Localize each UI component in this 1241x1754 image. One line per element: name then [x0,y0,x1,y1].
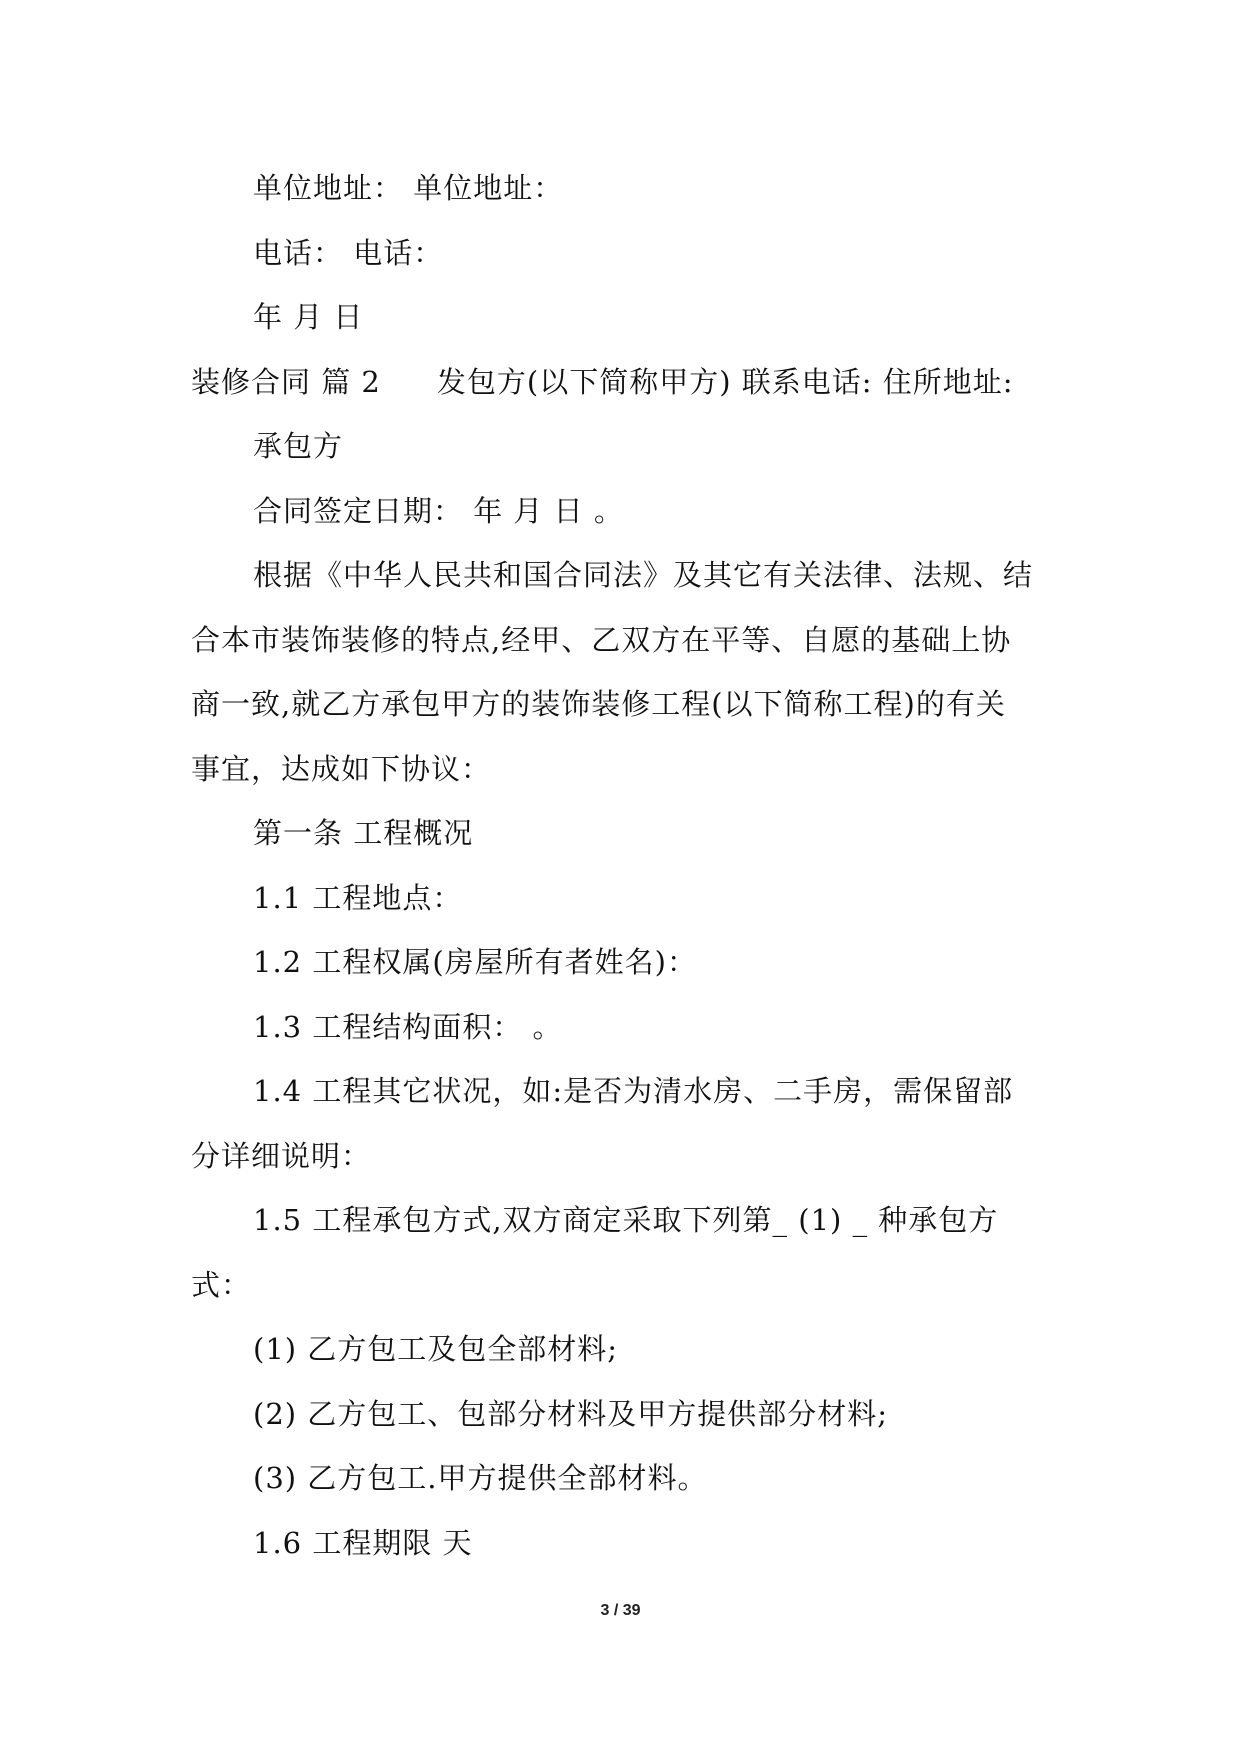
clause-1-2: 1.2 工程权属(房屋所有者姓名)： [253,945,697,979]
paragraph-line: 式： [191,1267,252,1302]
option-2: (2) 乙方包工、包部分材料及甲方提供部分材料; [253,1396,889,1431]
clause-1-5 [191,1188,1059,1317]
contractor-line: 承包方 [253,429,344,463]
clause-1-1: 1.1 工程地点： [253,880,463,915]
client-info: 发包方(以下简称甲方) 联系电话: 住所地址: [436,364,1014,399]
option-1: (1) 乙方包工及包全部材料; [253,1332,619,1366]
paragraph-line: 1.5 工程承包方式,双方商定采取下列第_ (1) _ 种承包方 [253,1203,999,1237]
paragraph-line: 1.4 工程其它状况，如:是否为清水房、二手房，需保留部 [253,1074,1014,1108]
option-3: (3) 乙方包工.甲方提供全部材料。 [253,1461,708,1495]
paragraph-line: 事宜，达成如下协议： [191,751,492,786]
signing-date-line: 合同签定日期： 年 月 日 。 [253,493,624,528]
document-body [191,156,1059,1575]
paragraph-line: 商一致,就乙方承包甲方的装饰装修工程(以下简称工程)的有关 [191,687,1006,721]
date-line: 年 月 日 [253,300,364,334]
section-heading [191,350,1059,415]
contract-title: 装修合同 篇 2 [191,364,381,399]
paragraph-line: 分详细说明： [191,1138,372,1173]
paragraph-line: 根据《中华人民共和国合同法》及其它有关法律、法规、结 [253,558,1034,592]
clause-1-4 [191,1059,1059,1188]
basis-paragraph [191,543,1059,801]
address-line: 单位地址： 单位地址： [253,171,564,205]
paragraph-line: 合本市装饰装修的特点,经甲、乙双方在平等、自愿的基础上协 [191,622,1012,657]
clause-1-6: 1.6 工程期限 天 [253,1525,473,1560]
article-1-heading: 第一条 工程概况 [253,816,474,850]
phone-line: 电话： 电话： [253,235,444,270]
clause-1-3: 1.3 工程结构面积： 。 [253,1009,563,1044]
page-number: 3 / 39 [600,1602,641,1619]
